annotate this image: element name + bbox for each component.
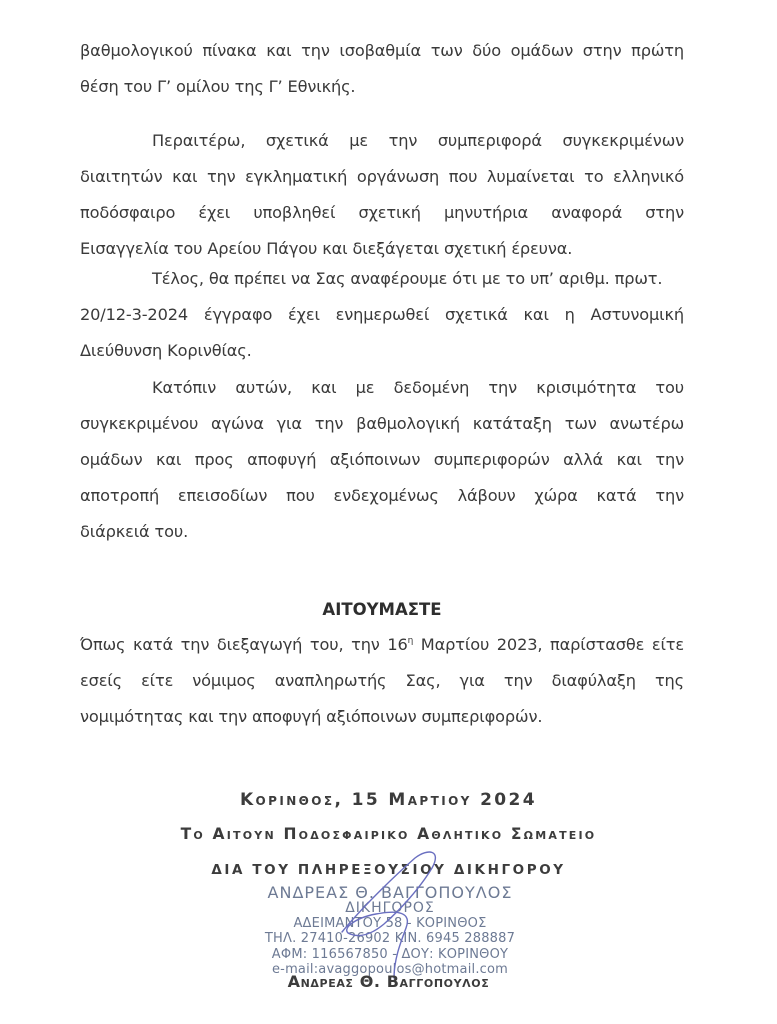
request-heading: ΑΙΤΟΥΜΑΣΤΕ: [322, 600, 442, 619]
paragraph-1: [80, 33, 684, 105]
handwritten-signature: [320, 840, 470, 990]
via-lawyer-line: ΔΙΑ ΤΟΥ ΠΛΗΡΕΞΟΥΣΙΟΥ ΔΙΚΗΓΟΡΟΥ: [211, 862, 566, 878]
signer-name: Ανδρεας Θ. Βαγγοπουλος: [287, 972, 490, 991]
text-line: συγκεκριμένου αγώνα για την βαθμολογική κατάταξη των ανωτέρω: [80, 414, 684, 433]
text-line: αποτροπή επεισοδίων που ενδεχομένως λάβουν χώρα κατά την: [80, 486, 684, 505]
text-line: διαιτητών και την εγκληματική οργάνωση που λυμαίνεται το ελληνικό: [80, 167, 684, 186]
place-and-date: Κορινθος, 15 Μαρτιου 2024: [239, 790, 537, 810]
paragraph-3: [80, 261, 684, 369]
paragraph-4: [80, 370, 684, 550]
text-line: Διεύθυνση Κορινθίας.: [80, 341, 252, 360]
request-text-before: Όπως κατά την διεξαγωγή του, την 16: [80, 635, 408, 654]
stamp-tax: ΑΦΜ: 116567850 - ΔΟΥ: ΚΟΡΙΝΘΟΥ: [271, 946, 509, 962]
text-line: Εισαγγελία του Αρείου Πάγου και διεξάγεται σχετική έρευνα.: [80, 239, 573, 258]
text-line: 20/12-3-2024 έγγραφο έχει ενημερωθεί σχετικά και η Αστυνομική: [80, 305, 684, 324]
text-line: βαθμολογικού πίνακα και την ισοβαθμία των δύο ομάδων στην πρώτη: [80, 41, 684, 60]
request-text-after: Μαρτίου 2023, παρίστασθε είτε: [413, 635, 684, 654]
paragraph-2: [80, 123, 684, 267]
text-line: Τέλος, θα πρέπει να Σας αναφέρουμε ότι με το υπ’ αριθμ. πρωτ.: [152, 269, 663, 288]
signature-stroke: [342, 852, 435, 978]
text-line: ομάδων και προς αποφυγή αξιόποινων συμπεριφορών αλλά και την: [80, 450, 684, 469]
text-line: νομιμότητας και την αποφυγή αξιόποινων συμπεριφορών.: [80, 707, 543, 726]
stamp-phones: ΤΗΛ. 27410-26902 ΚΙΝ. 6945 288887: [264, 931, 516, 947]
applicant-line: Το Αιτουν Ποδοσφαιρικο Αθλητικο Σωματειο: [180, 825, 597, 843]
text-line: εσείς είτε νόμιμος αναπληρωτής Σας, για την διαφύλαξη της: [80, 671, 684, 690]
text-line: διάρκειά του.: [80, 522, 189, 541]
text-line: ποδόσφαιρο έχει υποβληθεί σχετική μηνυτήρια αναφορά στην: [80, 203, 684, 222]
text-line: θέση του Γ’ ομίλου της Γ’ Εθνικής.: [80, 77, 356, 96]
stamp-title: ΔΙΚΗΓΟΡΟΣ: [345, 900, 435, 916]
text-line: Περαιτέρω, σχετικά με την συμπεριφορά συγκεκριμένων: [152, 131, 684, 150]
ordinal-suffix: η: [407, 636, 414, 646]
stamp-name: ΑΝΔΡΕΑΣ Θ. ΒΑΓΓΟΠΟΥΛΟΣ: [267, 883, 513, 902]
stamp-email: e-mail:avaggopoulos@hotmail.com: [271, 961, 509, 977]
stamp-address: ΑΔΕΙΜΑΝΤΟΥ 58 - ΚΟΡΙΝΘΟΣ: [293, 916, 487, 932]
text-line: [80, 627, 684, 663]
request-paragraph: [80, 627, 684, 735]
text-line: Κατόπιν αυτών, και με δεδομένη την κρισιμότητα του: [152, 378, 684, 397]
